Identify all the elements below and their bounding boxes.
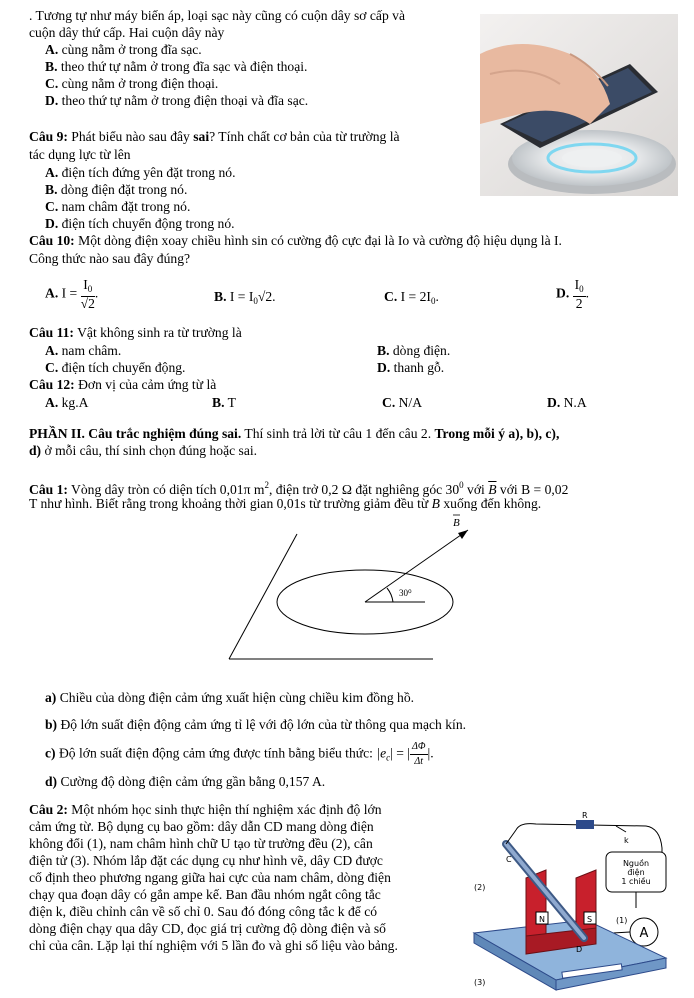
rod-c-label: C xyxy=(506,855,512,864)
intro-line-1: . Tương tự như máy biến áp, loại sạc này cũng có cuộn dây sơ cấp và xyxy=(29,8,405,23)
intro-option-d[interactable]: D. theo thứ tự nằm ở trong điện thoại và đĩa sạc. xyxy=(45,93,309,108)
q12-stem: Câu 12: Đơn vị của cảm ứng từ là xyxy=(29,377,217,392)
c1-item-d[interactable]: d) Cường độ dòng điện cảm ứng gần bằng 0,157 A. xyxy=(45,774,326,789)
vector-b-label: B xyxy=(453,517,460,529)
c2-line-9: chỉ của cân. Lặp lại thí nghiệm với 5 lần đo và ghi số liệu vào bảng. xyxy=(29,938,398,953)
q10-option-a[interactable]: A. I = $\frac{I_0}{√2}$ . xyxy=(45,277,99,311)
ammeter-label: A xyxy=(639,926,649,941)
switch-label: k xyxy=(624,836,629,845)
c1-item-a[interactable]: a) Chiều của dòng điện cảm ứng xuất hiện cùng chiều kim đồng hồ. xyxy=(45,690,415,705)
q10-option-c[interactable]: C. $I = 2I_0$. xyxy=(384,289,439,306)
c2-line-8: dòng điện chạy qua dây CD, đọc giá trị cường độ dòng điện và số xyxy=(29,921,386,936)
magnet-n-label: N xyxy=(539,915,545,924)
c1-item-b[interactable]: b) Độ lớn suất điện động cảm ứng tỉ lệ với độ lớn của từ thông qua mạch kín. xyxy=(45,717,467,732)
c2-line-5: cố định theo phương ngang giữa hai cực của nam châm, dòng điện xyxy=(29,870,391,885)
c1-stem: Câu 1: Vòng dây tròn có diện tích 0,01π $m^2$, điện trở 0,2 Ω đặt nghiêng góc $30^0$ với $\overline{B}$ với B = 0,02 xyxy=(29,480,569,497)
intro-option-b[interactable]: B. theo thứ tự nằm ở trong đĩa sạc và điện thoại. xyxy=(45,59,308,74)
rod-d-label: D xyxy=(576,945,583,954)
q9-option-d[interactable]: D. điện tích chuyển động trong nó. xyxy=(45,216,235,231)
resistor-icon xyxy=(576,820,594,829)
intro-option-c[interactable]: C. cùng nằm ở trong điện thoại. xyxy=(45,76,219,91)
part2-heading: PHẦN II. Câu trắc nghiệm đúng sai. Thí sinh trả lời từ câu 1 đến câu 2. Trong mỗi ý a), b), c), xyxy=(29,426,560,441)
q10-option-b[interactable]: B. $I = I_0√2$. xyxy=(214,289,276,306)
part2-heading-2: d) ở mỗi câu, thí sinh chọn đúng hoặc sai. xyxy=(29,443,258,458)
label-3: (3) xyxy=(474,978,486,987)
wireless-charger-photo xyxy=(480,14,678,196)
source-label-1: Nguồn xyxy=(622,859,650,868)
q11-option-c[interactable]: C. điện tích chuyển động. xyxy=(45,360,186,375)
angle-label: 30⁰ xyxy=(399,588,412,598)
q12-option-a[interactable]: A. kg.A xyxy=(45,395,89,410)
q9-option-b[interactable]: B. dòng điện đặt trong nó. xyxy=(45,182,188,197)
c1-stem-2: T như hình. Biết rằng trong khoảng thời gian 0,01s từ trường giảm đều từ B xuống đến không. xyxy=(29,496,542,511)
loop-diagram xyxy=(225,512,475,662)
q9-stem: Câu 9: Phát biểu nào sau đây sai? Tính chất cơ bản của từ trường là xyxy=(29,129,400,144)
c2-line-3: không đổi (1), nam châm hình chữ U tạo từ trường đều (2), cân xyxy=(29,836,373,851)
resistor-label: R xyxy=(582,811,588,820)
q12-option-c[interactable]: C. N/A xyxy=(382,395,423,410)
label-2: (2) xyxy=(474,883,486,892)
q9-option-a[interactable]: A. điện tích đứng yên đặt trong nó. xyxy=(45,165,236,180)
intro-option-a[interactable]: A. cùng nằm ở trong đĩa sạc. xyxy=(45,42,202,57)
q11-option-a[interactable]: A. nam châm. xyxy=(45,343,122,358)
q12-option-d[interactable]: D. N.A xyxy=(547,395,587,410)
q10-stem: Câu 10: Một dòng điện xoay chiều hình sin có cường độ cực đại là Io và cường độ hiệu dụng là I. xyxy=(29,233,562,248)
switch-icon xyxy=(616,826,626,832)
q12-option-b[interactable]: B. T xyxy=(212,395,236,410)
c2-line-7: điện k, điều chỉnh cân về số chỉ 0. Sau đó đóng công tắc k để có xyxy=(29,904,378,919)
source-label-3: 1 chiều xyxy=(621,877,651,886)
c1-item-c[interactable]: c) Độ lớn suất điện động cảm ứng được tính bằng biểu thức: $|e_c|$ = | $\frac{\Delta\Phi}{\Delta t}$ |. xyxy=(45,741,434,767)
magnet-s-label: S xyxy=(587,915,593,924)
c2-line-1: Câu 2: Một nhóm học sinh thực hiện thí nghiệm xác định độ lớn xyxy=(29,802,382,817)
q10-option-d[interactable]: D. $\frac{I_0}{2}$ . xyxy=(556,277,590,311)
q11-option-d[interactable]: D. thanh gỗ. xyxy=(377,360,445,375)
c2-line-6: chạy qua đoạn dây có gắn ampe kế. Ban đầu nhóm ngắt công tắc xyxy=(29,887,381,902)
q9-stem-2: tác dụng lực từ lên xyxy=(29,147,131,162)
c2-line-4: điện tử (3). Nhóm lắp đặt các dụng cụ như hình vẽ, dây CD được xyxy=(29,853,383,868)
source-label-2: điện xyxy=(627,868,645,877)
q10-stem-2: Công thức nào sau đây đúng? xyxy=(29,251,191,266)
experiment-diagram xyxy=(466,808,688,994)
label-1: (1) xyxy=(616,916,628,925)
c2-line-2: cảm ứng từ. Bộ dụng cụ bao gồm: dây dẫn CD mang dòng điện xyxy=(29,819,374,834)
q11-option-b[interactable]: B. dòng điện. xyxy=(377,343,451,358)
intro-line-2: cuộn dây thứ cấp. Hai cuộn dây này xyxy=(29,25,225,40)
q9-option-c[interactable]: C. nam châm đặt trong nó. xyxy=(45,199,191,214)
q11-stem: Câu 11: Vật không sinh ra từ trường là xyxy=(29,325,242,340)
